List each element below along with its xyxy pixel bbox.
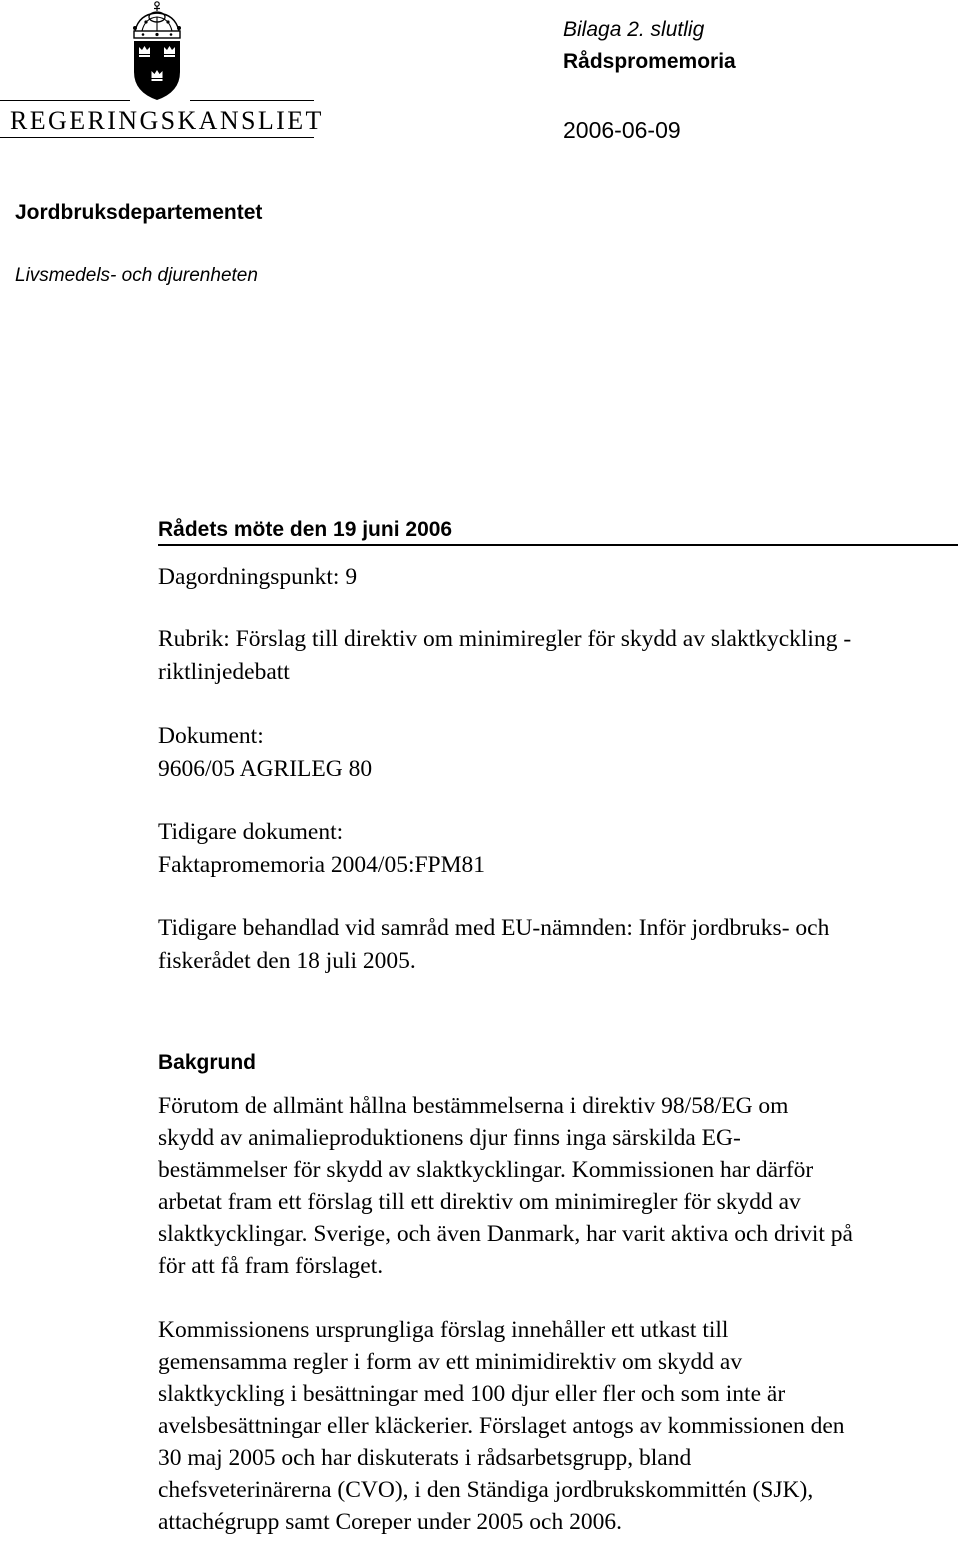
meeting-title-rule [158, 544, 958, 546]
logo-rule-right [190, 100, 314, 101]
earlier-treatment-line: fiskerådet den 18 juli 2005. [158, 948, 416, 974]
background-paragraph-line: Förutom de allmänt hållna bestämmelserna i direktiv 98/58/EG om [158, 1093, 789, 1119]
document-label: Dokument: [158, 723, 264, 749]
attachment-note: Bilaga 2. slutlig [563, 18, 705, 41]
previous-document-label: Tidigare dokument: [158, 819, 344, 845]
background-paragraph-line: slaktkyckling i besättningar med 100 djur eller fler och som inte är [158, 1381, 786, 1407]
unit-name: Livsmedels- och djurenheten [15, 265, 258, 286]
document-type: Rådspromemoria [563, 50, 736, 73]
background-paragraph-line: Kommissionens ursprungliga förslag innehåller ett utkast till [158, 1317, 729, 1343]
background-paragraph-line: 30 maj 2005 och har diskuterats i rådsarbetsgrupp, bland [158, 1445, 692, 1471]
background-paragraph-line: bestämmelser för skydd av slaktkycklingar. Kommissionen har därför [158, 1157, 814, 1183]
background-paragraph-line: för att få fram förslaget. [158, 1253, 384, 1279]
logo-rule-left [0, 100, 130, 101]
background-paragraph-line: attachégrupp samt Coreper under 2005 och 2006. [158, 1509, 622, 1535]
background-heading: Bakgrund [158, 1051, 257, 1074]
agenda-item: Dagordningspunkt: 9 [158, 564, 358, 590]
background-paragraph-line: avelsbesättningar eller kläckerier. Förslaget antogs av kommissionen den [158, 1413, 845, 1439]
background-paragraph-line: slaktkycklingar. Sverige, och även Danmark, har varit aktiva och drivit på [158, 1221, 853, 1247]
background-paragraph-line: arbetat fram ett förslag till ett direktiv om minimiregler för skydd av [158, 1189, 801, 1215]
background-paragraph-line: gemensamma regler i form av ett minimidirektiv om skydd av [158, 1349, 743, 1375]
department-name: Jordbruksdepartementet [15, 201, 263, 224]
background-paragraph-line: chefsveterinärerna (CVO), i den Ständiga jordbrukskommittén (SJK), [158, 1477, 814, 1503]
earlier-treatment-line: Tidigare behandlad vid samråd med EU-nämnden: Inför jordbruks- och [158, 915, 830, 941]
previous-document-reference: Faktapromemoria 2004/05:FPM81 [158, 852, 486, 878]
logo-wordmark: REGERINGSKANSLIET [10, 106, 324, 135]
background-paragraph-line: skydd av animalieproduktionens djur finns inga särskilda EG- [158, 1125, 741, 1151]
regeringskansliet-logo [0, 0, 324, 140]
rubric-line: Rubrik: Förslag till direktiv om minimiregler för skydd av slaktkyckling - [158, 626, 852, 652]
document-date: 2006-06-09 [563, 117, 681, 143]
rubric-line: riktlinjedebatt [158, 659, 290, 685]
meeting-title: Rådets möte den 19 juni 2006 [158, 518, 453, 541]
document-reference: 9606/05 AGRILEG 80 [158, 756, 373, 782]
logo-rule-bottom [0, 137, 314, 138]
coat-of-arms-icon [125, 0, 189, 104]
